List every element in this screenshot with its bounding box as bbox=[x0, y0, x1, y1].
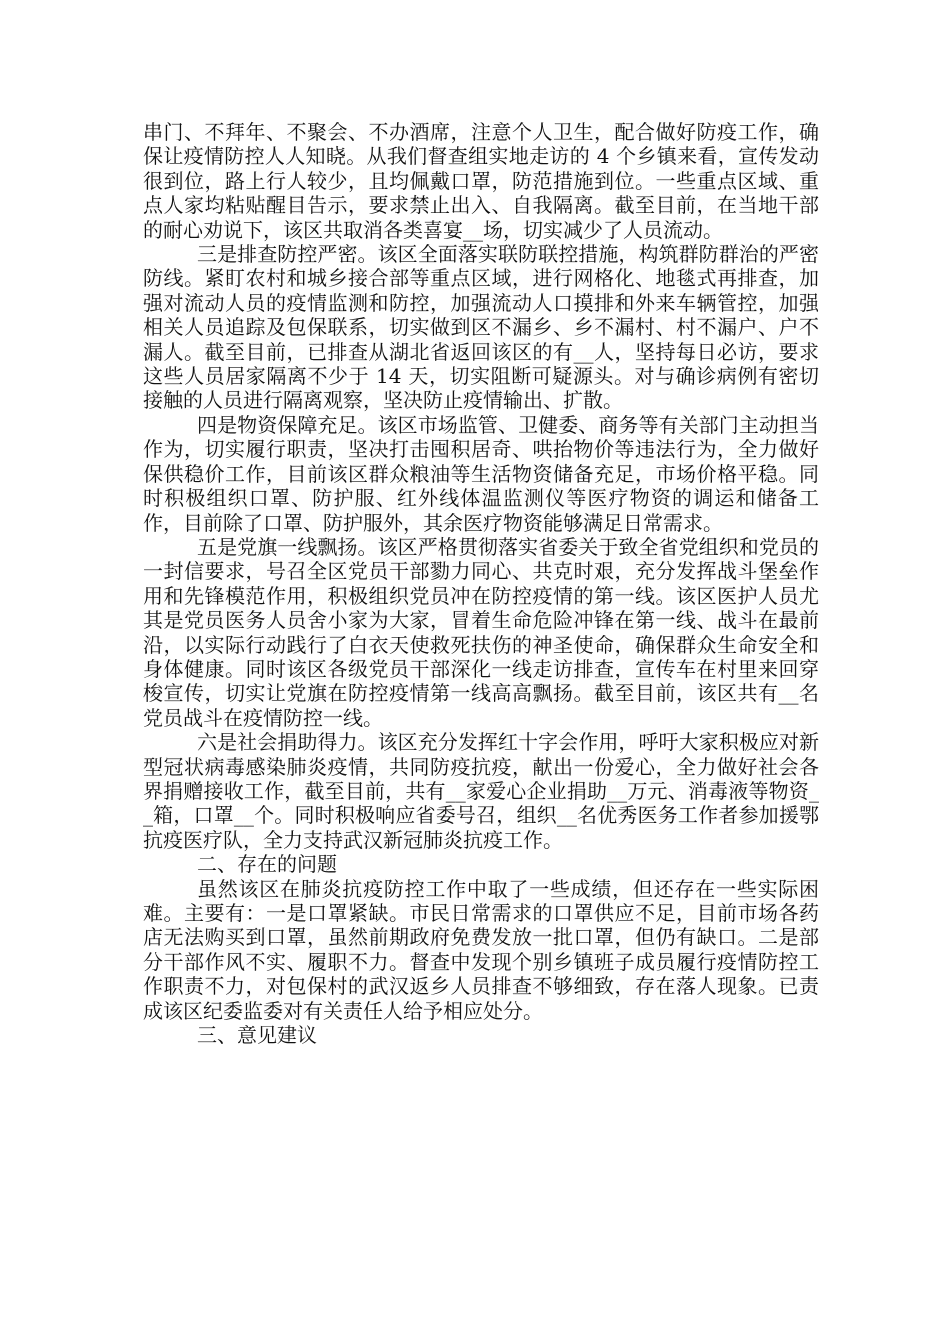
paragraph-material-supply: 四是物资保障充足。该区市场监管、卫健委、商务等有关部门主动担当作为，切实履行职责，坚决打击囤积居奇、哄抬物价等违法行为，全力做好保供稳价工作，目前该区群众粮油等生活物资储备充足，市场价格平稳。同时积极组织口罩、防护服、红外线体温监测仪等医疗物资的调运和储备工作，目前除了口罩、防护服外，其余医疗物资能够满足日常需求。 bbox=[143, 412, 819, 535]
document-body bbox=[143, 120, 819, 1047]
section-heading-problems: 二、存在的问题 bbox=[197, 852, 337, 877]
paragraph-investigation-control: 三是排查防控严密。该区全面落实联防联控措施，构筑群防群治的严密防线。紧盯农村和城乡接合部等重点区域，进行网格化、地毯式再排查，加强对流动人员的疫情监测和防控，加强流动人口摸排和外来车辆管控，加强相关人员追踪及包保联系，切实做到区不漏乡、乡不漏村、村不漏户、户不漏人。截至目前，已排查从湖北省返回该区的有__人，坚持每日必访，要求这些人员居家隔离不少于 14 天，切实阻断可疑源头。对与确诊病例有密切接触的人员进行隔离观察，坚决防止疫情输出、扩散。 bbox=[143, 242, 819, 413]
paragraph-social-donation: 六是社会捐助得力。该区充分发挥红十字会作用，呼吁大家积极应对新型冠状病毒感染肺炎疫情，共同防疫抗疫，献出一份爱心，全力做好社会各界捐赠接收工作，截至目前，共有__家爱心企业捐助__万元、消毒液等物资__箱，口罩__个。同时积极响应省委号召，组织__名优秀医务工作者参加援鄂抗疫医疗队，全力支持武汉新冠肺炎抗疫工作。 bbox=[143, 730, 819, 852]
paragraph-problems: 虽然该区在肺炎抗疫防控工作中取了一些成绩，但还存在一些实际困难。主要有：一是口罩紧缺。市民日常需求的口罩供应不足，目前市场各药店无法购买到口罩，虽然前期政府免费发放一批口罩，但仍有缺口。二是部分干部作风不实、履职不力。督查中发现个别乡镇班子成员履行疫情防控工作职责不力，对包保村的武汉返乡人员排查不够细致，存在落人现象。已责成该区纪委监委对有关责任人给予相应处分。 bbox=[143, 876, 819, 1023]
paragraph-continuation: 串门、不拜年、不聚会、不办酒席，注意个人卫生，配合做好防疫工作，确保让疫情防控人人知晓。从我们督查组实地走访的 4 个乡镇来看，宣传发动很到位，路上行人较少，且均佩戴口罩，防范措施到位。一些重点区域、重点人家均粘贴醒目告示，要求禁止出入、自我隔离。截至目前，在当地干部的耐心劝说下，该区共取消各类喜宴__场，切实减少了人员流动。 bbox=[143, 120, 819, 242]
paragraph-party-flag: 五是党旗一线飘扬。该区严格贯彻落实省委关于致全省党组织和党员的一封信要求，号召全区党员干部勠力同心、共克时艰，充分发挥战斗堡垒作用和先锋模范作用，积极组织党员冲在防控疫情的第一线。该区医护人员尤其是党员医务人员舍小家为大家，冒着生命危险冲锋在第一线、战斗在最前沿，以实际行动践行了白衣天使救死扶伤的神圣使命，确保群众生命安全和身体健康。同时该区各级党员干部深化一线走访排查，宣传车在村里来回穿梭宣传，切实让党旗在防控疫情第一线高高飘扬。截至目前，该区共有__名党员战斗在疫情防控一线。 bbox=[143, 534, 819, 730]
section-heading-suggestions: 三、意见建议 bbox=[197, 1023, 317, 1048]
